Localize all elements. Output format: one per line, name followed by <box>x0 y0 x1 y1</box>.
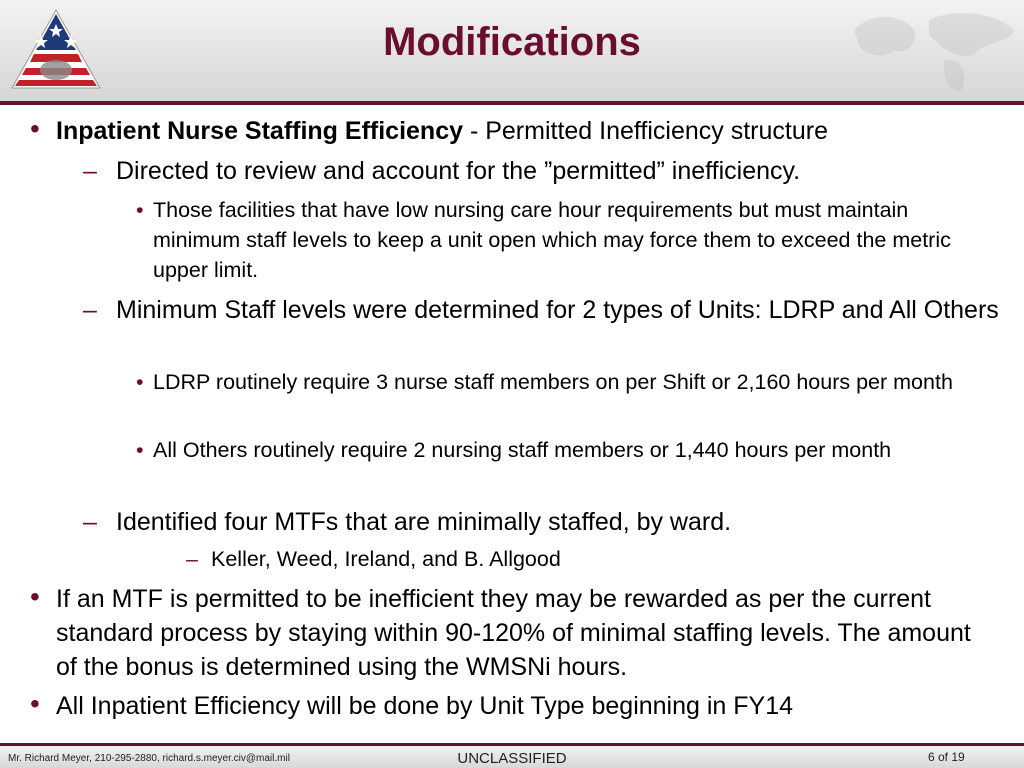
bullet-unit-type <box>30 688 976 723</box>
subsubbullet-text: LDRP routinely require 3 nurse staff members on per Shift or 2,160 hours per month <box>153 370 953 394</box>
dash-icon: – <box>83 157 97 185</box>
subsubbullet-text: Those facilities that have low nursing care hour requirements but must maintain minimum staff levels to keep a unit open which may force them to exceed the metric upper limit. <box>153 198 951 282</box>
subsubbullet-mtf-names <box>186 544 971 574</box>
header-divider <box>0 101 1024 105</box>
subsubbullet-all-others <box>136 435 993 465</box>
footer-band <box>0 746 1024 768</box>
bullet-permitted-inefficient <box>30 581 976 684</box>
slide-title: Modifications <box>383 20 641 64</box>
bullet-icon: • <box>30 581 40 612</box>
dash-icon: – <box>83 296 97 324</box>
bullet-text: All Inpatient Efficiency will be done by Unit Type beginning in FY14 <box>56 692 794 720</box>
bullet-heading: Inpatient Nurse Staffing Efficiency <box>56 117 464 145</box>
subbullet-minimum-staff <box>83 293 1006 327</box>
bullet-icon: • <box>30 113 40 144</box>
subsubbullet-text: Keller, Weed, Ireland, and B. Allgood <box>211 547 561 571</box>
subbullet-text: Directed to review and account for the ”permitted” inefficiency. <box>116 157 801 185</box>
classification-label: UNCLASSIFIED <box>457 750 567 767</box>
dash-icon: – <box>186 547 198 571</box>
subbullet-directed-review <box>83 154 1006 188</box>
subbullet-text: Minimum Staff levels were determined for 2 types of Units: LDRP and All Others <box>116 296 999 324</box>
bullet-text: - Permitted Inefficiency structure <box>463 117 828 145</box>
page-number: 6 of 19 <box>928 750 965 764</box>
bullet-icon: • <box>30 688 40 719</box>
subbullet-four-mtfs <box>83 505 1006 539</box>
subsubbullet-ldrp <box>136 367 993 397</box>
bullet-icon: • <box>136 198 144 222</box>
subsubbullet-low-care-hours <box>136 195 993 285</box>
dash-icon: – <box>83 508 97 536</box>
header-band <box>0 0 1024 104</box>
bullet-inpatient-staffing <box>30 113 976 148</box>
bullet-icon: • <box>136 438 144 462</box>
bullet-icon: • <box>136 370 144 394</box>
subbullet-text: Identified four MTFs that are minimally staffed, by ward. <box>116 508 732 536</box>
subsubbullet-text: All Others routinely require 2 nursing staff members or 1,440 hours per month <box>153 438 892 462</box>
presenter-contact: Mr. Richard Meyer, 210-295-2880, richard.s.meyer.civ@mail.mil <box>8 753 290 764</box>
bullet-text: If an MTF is permitted to be inefficient they may be rewarded as per the current standard process by staying within 90-120% of minimal staffing levels. The amount of the bonus is determined using the WMSNi hours. <box>56 585 971 681</box>
